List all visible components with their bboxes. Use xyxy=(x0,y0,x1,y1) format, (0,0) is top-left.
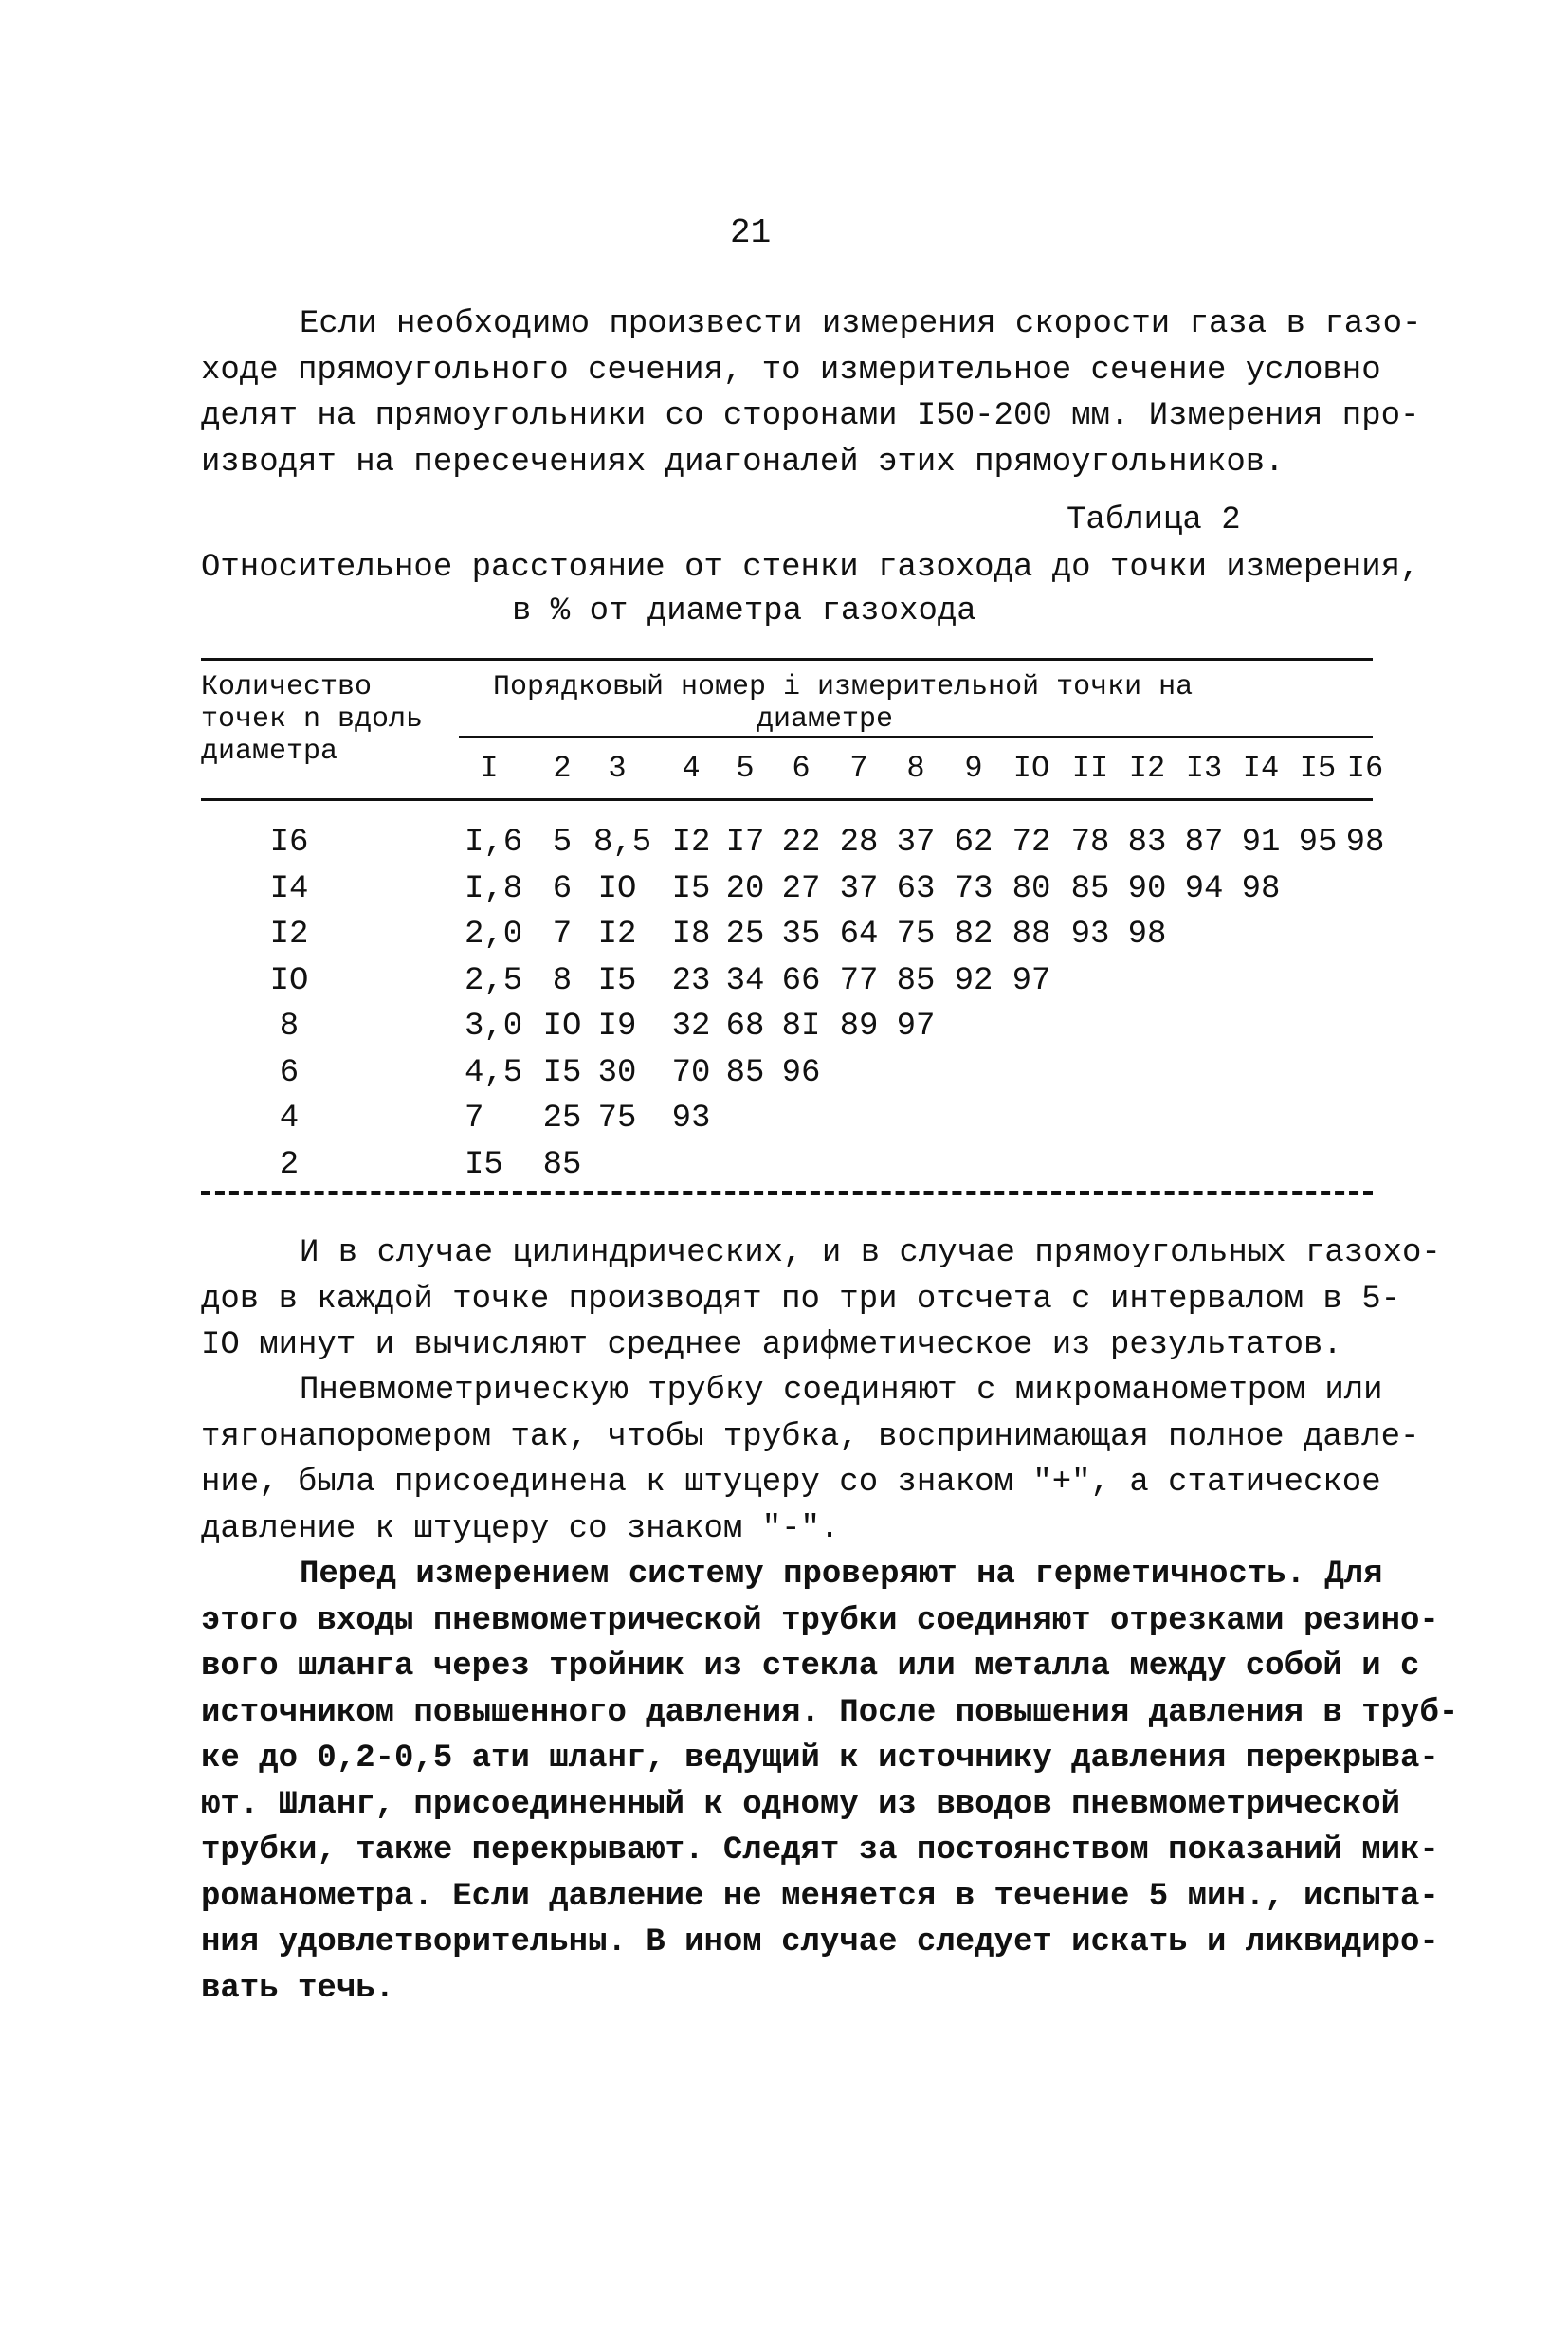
page-number: 21 xyxy=(730,213,772,252)
row-point-count: IO xyxy=(269,962,309,999)
table-cell: 85 xyxy=(1070,870,1110,907)
table-cell: 63 xyxy=(896,870,936,907)
table-cell: 78 xyxy=(1070,825,1110,861)
row-point-count: I4 xyxy=(269,870,309,907)
table-cell: I2 xyxy=(671,825,711,861)
column-number: I3 xyxy=(1185,751,1223,786)
table-cell: 20 xyxy=(725,870,765,907)
table-subheader-rule xyxy=(459,736,1373,738)
table-cell: 22 xyxy=(781,825,821,861)
table-header-point-number-cont: диаметре xyxy=(757,703,894,736)
paragraph-line: дов в каждой точке производят по три отсчета с интервалом в 5- xyxy=(201,1281,1401,1318)
paragraph-line: делят на прямоугольники со сторонами I50-200 мм. Измерения про- xyxy=(201,398,1420,434)
table-cell: I7 xyxy=(725,825,765,861)
table-cell: 93 xyxy=(671,1101,711,1137)
column-number: 9 xyxy=(964,751,983,786)
paragraph-line: тягонапоромером так, чтобы трубка, воспринимающая полное давле- xyxy=(201,1418,1420,1455)
table-cell: 4,5 xyxy=(465,1054,523,1091)
column-number: 5 xyxy=(736,751,755,786)
table-cell: 85 xyxy=(896,962,936,999)
column-number: 4 xyxy=(682,751,701,786)
table-cell: 34 xyxy=(725,962,765,999)
paragraph-line: вого шланга через тройник из стекла или металла между собой и с xyxy=(201,1649,1420,1685)
table-header-point-number: Порядковый номер i измерительной точки на xyxy=(493,671,1194,703)
header-line: точек n вдоль xyxy=(201,703,424,736)
header-line: Количество xyxy=(201,671,373,703)
table-cell: 7 xyxy=(465,1101,484,1137)
column-number: IO xyxy=(1012,751,1050,786)
paragraph-line: И в случае цилиндрических, и в случае прямоугольных газохо- xyxy=(300,1235,1441,1271)
table-cell: 70 xyxy=(671,1054,711,1091)
table-cell: 87 xyxy=(1184,825,1224,861)
table-cell: I9 xyxy=(597,1009,637,1045)
table-cell: 89 xyxy=(839,1009,879,1045)
table-header-rule xyxy=(201,798,1373,801)
column-number: 8 xyxy=(906,751,925,786)
row-point-count: 2 xyxy=(279,1146,300,1183)
paragraph-line: романометра. Если давление не меняется в течение 5 мин., испыта- xyxy=(201,1878,1439,1915)
table-cell: IO xyxy=(542,1009,582,1045)
paragraph-line: Если необходимо произвести измерения скорости газа в газо- xyxy=(300,306,1422,342)
table-cell: I8 xyxy=(671,917,711,953)
table-cell: 25 xyxy=(542,1101,582,1137)
column-number: 7 xyxy=(849,751,868,786)
table-cell: 96 xyxy=(781,1054,821,1091)
column-number: I xyxy=(480,751,499,786)
paragraph-rectangular-duct xyxy=(201,301,1421,485)
paragraph-line: Перед измерением систему проверяют на герметичность. Для xyxy=(300,1557,1383,1593)
paragraph-line: ходе прямоугольного сечения, то измерительное сечение условно xyxy=(201,352,1381,389)
table-cell: 25 xyxy=(725,917,765,953)
table-cell: 64 xyxy=(839,917,879,953)
header-line: диаметра xyxy=(201,736,338,768)
column-number: 2 xyxy=(553,751,572,786)
table-cell: 98 xyxy=(1345,825,1385,861)
column-number: I2 xyxy=(1128,751,1166,786)
column-number: I4 xyxy=(1242,751,1280,786)
table-cell: 82 xyxy=(954,917,994,953)
paragraph-line: ние, была присоединена к штуцеру со знаком "+", а статическое xyxy=(201,1465,1381,1501)
table-cell: 83 xyxy=(1127,825,1167,861)
paragraph-line: IO минут и вычисляют среднее арифметическое из результатов. xyxy=(201,1327,1342,1363)
paragraph-leak-test xyxy=(201,1552,1458,2012)
table-number: Таблица 2 xyxy=(1067,502,1241,538)
column-number: 6 xyxy=(792,751,811,786)
table-cell: 72 xyxy=(1012,825,1051,861)
table-cell: I5 xyxy=(597,962,637,999)
table-top-rule xyxy=(201,658,1373,661)
table-cell: 35 xyxy=(781,917,821,953)
paragraph-tube-connection xyxy=(201,1368,1419,1552)
paragraph-line: давление к штуцеру со знаком "-". xyxy=(201,1510,840,1547)
row-point-count: 6 xyxy=(279,1054,300,1091)
table-cell: 8 xyxy=(552,962,573,999)
paragraph-line: ния удовлетворительны. В ином случае следует искать и ликвидиро- xyxy=(201,1924,1439,1960)
table-cell: 94 xyxy=(1184,870,1224,907)
table-cell: 7 xyxy=(552,917,573,953)
table-cell: 75 xyxy=(896,917,936,953)
table-cell: 62 xyxy=(954,825,994,861)
paragraph-line: ке до 0,2-0,5 ати шланг, ведущий к источнику давления перекрыва- xyxy=(201,1740,1439,1777)
table-header-point-count xyxy=(201,671,423,768)
table-cell: 95 xyxy=(1298,825,1338,861)
paragraph-readings xyxy=(201,1230,1441,1369)
table-cell: 66 xyxy=(781,962,821,999)
table-cell: 98 xyxy=(1241,870,1281,907)
table-cell: I2 xyxy=(597,917,637,953)
paragraph-line: ют. Шланг, присоединенный к одному из вводов пневмометрической xyxy=(201,1786,1401,1823)
row-point-count: 4 xyxy=(279,1101,300,1137)
table-cell: 73 xyxy=(954,870,994,907)
table-cell: 2,5 xyxy=(465,962,523,999)
table-cell: I5 xyxy=(465,1146,503,1183)
table-cell: IO xyxy=(597,870,637,907)
table-cell: 75 xyxy=(597,1101,637,1137)
table-cell: 6 xyxy=(552,870,573,907)
table-cell: 37 xyxy=(896,825,936,861)
table-title-line-2: в % от диаметра газохода xyxy=(512,593,976,629)
table-cell: 77 xyxy=(839,962,879,999)
table-cell: I,6 xyxy=(465,825,523,861)
table-cell: 32 xyxy=(671,1009,711,1045)
table-cell: 68 xyxy=(725,1009,765,1045)
paragraph-line: изводят на пересечениях диагоналей этих прямоугольников. xyxy=(201,444,1285,481)
table-cell: I,8 xyxy=(465,870,523,907)
table-cell: 3,0 xyxy=(465,1009,523,1045)
table-cell: I5 xyxy=(671,870,711,907)
table-cell: 85 xyxy=(542,1146,582,1183)
row-point-count: I6 xyxy=(269,825,309,861)
paragraph-line: этого входы пневмометрической трубки соединяют отрезками резино- xyxy=(201,1602,1439,1639)
table-cell: 92 xyxy=(954,962,994,999)
paragraph-line: трубки, также перекрывают. Следят за постоянством показаний мик- xyxy=(201,1832,1439,1868)
paragraph-line: источником повышенного давления. После повышения давления в труб- xyxy=(201,1694,1459,1731)
table-cell: 91 xyxy=(1241,825,1281,861)
table-cell: 2,0 xyxy=(465,917,523,953)
table-cell: 23 xyxy=(671,962,711,999)
table-cell: 85 xyxy=(725,1054,765,1091)
row-point-count: I2 xyxy=(269,917,309,953)
table-cell: 28 xyxy=(839,825,879,861)
table-cell: I5 xyxy=(542,1054,582,1091)
table-cell: 8I xyxy=(781,1009,821,1045)
row-point-count: 8 xyxy=(279,1009,300,1045)
table-title-line-1: Относительное расстояние от стенки газохода до точки измерения, xyxy=(201,550,1420,586)
table-bottom-dashed-rule xyxy=(201,1191,1373,1195)
table-cell: 90 xyxy=(1127,870,1167,907)
table-cell: 88 xyxy=(1012,917,1051,953)
table-cell: 5 xyxy=(552,825,573,861)
table-cell: 8,5 xyxy=(593,825,652,861)
column-number: 3 xyxy=(608,751,627,786)
column-number: II xyxy=(1071,751,1109,786)
table-cell: 30 xyxy=(597,1054,637,1091)
table-cell: 37 xyxy=(839,870,879,907)
paragraph-line: вать течь. xyxy=(201,1970,395,2007)
table-cell: 27 xyxy=(781,870,821,907)
paragraph-line: Пневмометрическую трубку соединяют с микроманометром или xyxy=(300,1373,1383,1409)
table-cell: 93 xyxy=(1070,917,1110,953)
table-cell: 97 xyxy=(1012,962,1051,999)
column-number: I5 xyxy=(1299,751,1337,786)
table-cell: 80 xyxy=(1012,870,1051,907)
table-cell: 97 xyxy=(896,1009,936,1045)
column-number: I6 xyxy=(1346,751,1384,786)
table-cell: 98 xyxy=(1127,917,1167,953)
